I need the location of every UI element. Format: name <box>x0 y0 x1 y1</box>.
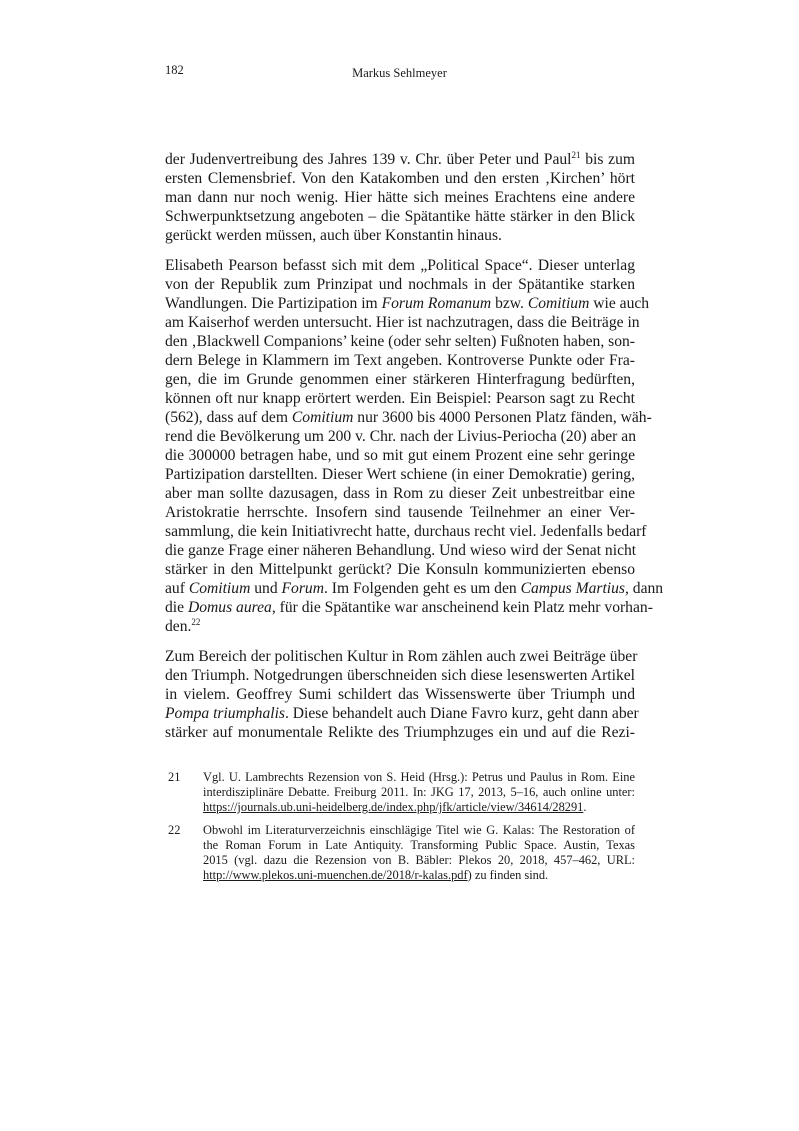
paragraph <box>165 647 639 742</box>
text-line <box>165 579 664 598</box>
text-line <box>165 503 635 522</box>
footnote-ref[interactable]: 22 <box>191 617 201 627</box>
text-run: rend die Bevölkerung um 200 v. Chr. nach der Livius-Periocha (20) aber an <box>165 428 636 445</box>
text-line <box>203 853 635 868</box>
text-line <box>165 226 635 245</box>
text-run: von der Republik zum Prinzipat und nochmals in der Spätantike starken <box>165 276 635 293</box>
text-run: nur 3600 bis 4000 Personen Platz fänden, wäh- <box>353 409 652 426</box>
url-link[interactable]: https://journals.ub.uni-heidelberg.de/index.php/jfk/article/view/34614/28291 <box>203 800 584 814</box>
text-line <box>165 351 635 370</box>
footnote <box>165 770 635 815</box>
text-line <box>165 704 639 723</box>
text-line <box>165 207 635 226</box>
text-line <box>165 465 635 484</box>
url-link[interactable]: http://www.plekos.uni-muenchen.de/2018/r-kalas.pdf <box>203 868 468 882</box>
text-run: gen, die im Grunde genommen einer stärkeren Hinterfragung bedürften, <box>165 371 635 388</box>
text-run: , für die Spätantike war anscheinend kein Platz mehr vorhan- <box>271 599 653 616</box>
text-run: Zum Bereich der politischen Kultur in Rom zählen auch zwei Beiträge über <box>165 648 638 665</box>
text-run: am Kaiserhof werden untersucht. Hier ist nachzutragen, dass die Beiträge in <box>165 314 640 331</box>
text-run: (562), dass auf dem <box>165 409 292 426</box>
text-line <box>165 427 635 446</box>
text-run: . Diese behandelt auch Diane Favro kurz, geht dann aber <box>285 705 639 722</box>
text-line <box>165 275 635 294</box>
italic-term: Campus Martius <box>520 580 625 597</box>
text-run: dern Belege in Klammern im Text angeben. Kontroverse Punkte oder Fra- <box>165 352 635 369</box>
text-line <box>165 408 652 427</box>
text-run: sammlung, die kein Initiativrecht hatte, durchaus recht viel. Jedenfalls bedarf <box>165 523 647 540</box>
text-line <box>165 169 635 188</box>
text-run: Obwohl im Literaturverzeichnis einschlägige Titel wie G. Kalas: The Restoration of <box>203 823 635 837</box>
text-line <box>203 785 635 800</box>
text-line <box>165 389 635 408</box>
text-line <box>165 617 635 636</box>
italic-term: Domus aurea <box>187 599 272 616</box>
text-run: den ‚Blackwell Companions’ keine (oder sehr selten) Fußnoten haben, son- <box>165 333 635 350</box>
italic-term: Comitium <box>527 295 590 312</box>
italic-term: Forum Romanum <box>381 295 492 312</box>
text-line <box>165 370 635 389</box>
text-run: , dann <box>625 580 664 597</box>
text-run: den. <box>165 618 192 635</box>
text-line <box>165 256 635 275</box>
text-run: den Triumph. Notgedrungen überschneiden sich diese lesenswerten Artikel <box>165 667 635 684</box>
text-line <box>165 598 653 617</box>
text-run: die <box>165 599 188 616</box>
text-line <box>165 647 638 666</box>
text-line <box>165 446 635 465</box>
italic-term: Pompa triumphalis <box>165 705 285 722</box>
page-number: 182 <box>165 63 184 77</box>
text-run: aber man sollte dazusagen, dass in Rom zu dieser Zeit unbestreitbar eine <box>165 485 635 502</box>
footnote-number: 21 <box>168 770 181 784</box>
text-run: . Im Folgenden geht es um den <box>323 580 521 597</box>
text-line <box>203 770 635 785</box>
text-run: Aristokratie herrschte. Insofern sind tausende Teilnehmer an einer Ver- <box>165 504 635 521</box>
text-line <box>165 685 635 704</box>
footnote-number: 22 <box>168 823 181 837</box>
text-line <box>165 332 635 351</box>
text-run: stärker auf monumentale Relikte des Triumphzuges ein und auf die Rezi- <box>165 724 635 741</box>
text-run: der Judenvertreibung des Jahres 139 v. Chr. über Peter und Paul <box>165 151 572 168</box>
text-line <box>165 666 635 685</box>
text-run: gerückt werden müssen, auch über Konstantin hinaus. <box>165 227 502 244</box>
text-line <box>165 522 647 541</box>
text-line <box>165 150 635 169</box>
text-run: ) zu finden sind. <box>467 868 549 882</box>
text-run: Elisabeth Pearson befasst sich mit dem „Political Space“. Dieser unterlag <box>165 257 635 274</box>
text-line <box>203 868 635 883</box>
text-run: stärker in den Mittelpunkt gerückt? Die Konsuln kommunizierten ebenso <box>165 561 635 578</box>
text-run: Partizipation darstellten. Dieser Wert schiene (in einer Demokratie) gering, <box>165 466 635 483</box>
text-line <box>165 484 635 503</box>
text-run: die ganze Frage einer näheren Behandlung. Und wieso wird der Senat nicht <box>165 542 637 559</box>
text-run: bis zum <box>580 151 636 168</box>
text-run: 2015 (vgl. dazu die Rezension von B. Bäbler: Plekos 20, 2018, 457–462, URL: <box>203 853 635 867</box>
text-line <box>203 823 635 838</box>
text-line <box>165 313 640 332</box>
italic-term: Comitium <box>188 580 251 597</box>
footnotes <box>165 770 635 891</box>
text-run: und <box>250 580 282 597</box>
text-line <box>165 560 635 579</box>
text-line <box>165 723 635 742</box>
text-line <box>165 541 635 560</box>
footnote-ref[interactable]: 21 <box>571 150 581 160</box>
text-run: man dann nur noch wenig. Hier hätte sich meines Erachtens eine andere <box>165 189 635 206</box>
text-run: Wandlungen. Die Partizipation im <box>165 295 382 312</box>
running-head: Markus Sehlmeyer <box>352 66 447 80</box>
text-run: bzw. <box>491 295 528 312</box>
body-text <box>165 150 664 742</box>
text-line <box>165 188 635 207</box>
text-line <box>203 800 635 815</box>
text-run: ersten Clemensbrief. Von den Katakomben und den ersten ‚Kirchen’ hört <box>165 170 635 187</box>
italic-term: Comitium <box>291 409 354 426</box>
text-line <box>203 838 635 853</box>
text-run: die 300000 betragen habe, und so mit gut einem Prozent eine sehr geringe <box>165 447 635 464</box>
text-line <box>165 294 650 313</box>
text-run: können oft nur knapp erörtert werden. Ein Beispiel: Pearson sagt zu Recht <box>165 390 635 407</box>
text-run: interdisziplinäre Debatte. Freiburg 2011. In: JKG 17, 2013, 5–16, auch online unter: <box>203 785 635 799</box>
paragraph <box>165 150 635 245</box>
text-run: wie auch <box>589 295 650 312</box>
text-run: the Roman Forum in Late Antiquity. Transforming Public Space. Austin, Texas <box>203 838 635 852</box>
text-run: Vgl. U. Lambrechts Rezension von S. Heid (Hrsg.): Petrus und Paulus in Rom. Eine <box>203 770 635 784</box>
text-run: . <box>583 800 587 814</box>
text-run: in vielem. Geoffrey Sumi schildert das Wissenswerte über Triumph und <box>165 686 635 703</box>
text-run: Schwerpunktsetzung angeboten – die Spätantike hätte stärker in den Blick <box>165 208 635 225</box>
italic-term: Forum <box>281 580 324 597</box>
paragraph <box>165 256 664 636</box>
text-run: auf <box>165 580 189 597</box>
footnote <box>165 823 635 883</box>
